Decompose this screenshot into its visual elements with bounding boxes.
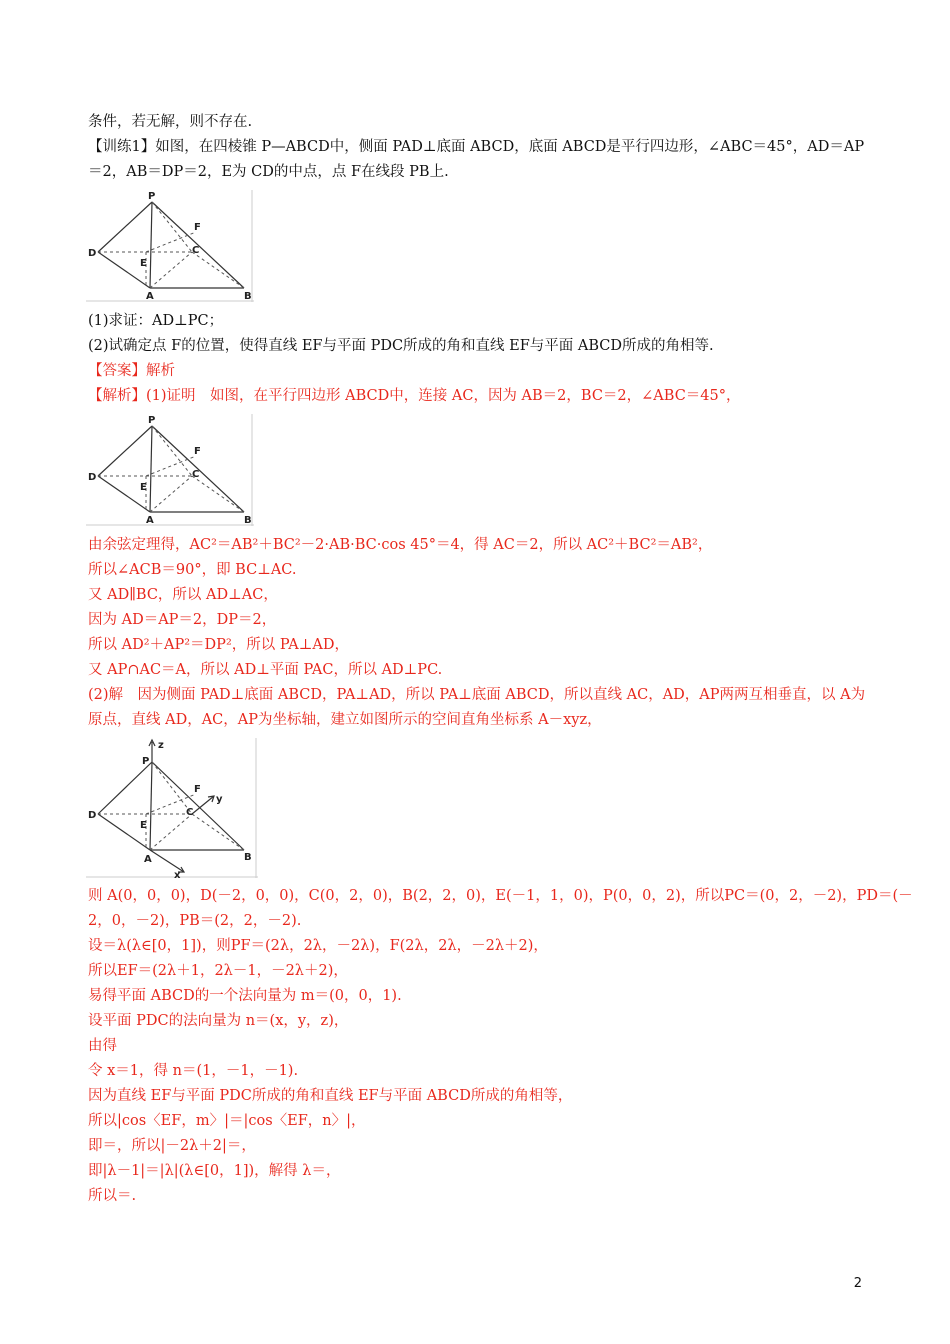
label-D: D: [88, 472, 97, 483]
answer-heading: 【答案】解析: [88, 363, 175, 379]
solution-line: 所以|cos〈EF，m〉|＝|cos〈EF，n〉|，: [88, 1113, 366, 1129]
solution-line: 则 A(0，0，0)，D(－2，0，0)，C(0，2，0)，B(2，2，0)，E(－1，1，0)，P(0，0，2)，所以PC＝(0，2，－2)，PD＝(－: [88, 888, 913, 904]
solution-line: 又 AD∥BC，所以 AD⊥AC，: [88, 587, 278, 603]
label-y: y: [216, 794, 223, 805]
label-E: E: [140, 482, 147, 493]
label-F: F: [194, 784, 201, 795]
solution-line: 原点，直线 AD，AC，AP为坐标轴，建立如图所示的空间直角坐标系 A－xyz，: [88, 712, 602, 728]
label-D: D: [88, 810, 97, 821]
label-x: x: [174, 870, 181, 878]
solution-line: 因为直线 EF与平面 PDC所成的角和直线 EF与平面 ABCD所成的角相等，: [88, 1088, 573, 1104]
solution-line: 易得平面 ABCD的一个法向量为 m＝(0，0，1).: [88, 988, 402, 1004]
solution-line: 又 AP∩AC＝A，所以 AD⊥平面 PAC，所以 AD⊥PC.: [88, 662, 443, 678]
label-P: P: [148, 415, 156, 426]
solution-line: 2，0，－2)，PB＝(2，2，－2).: [88, 913, 302, 929]
label-A: A: [144, 854, 152, 865]
problem-statement: 【训练1】如图，在四棱锥 P—ABCD中，侧面 PAD⊥底面 ABCD，底面 ABCD是平行四边形，∠ABC＝45°，AD＝AP: [88, 139, 865, 155]
solution-line: 因为 AD＝AP＝2，DP＝2，: [88, 612, 277, 628]
solution-line: 所以EF＝(2λ＋1，2λ－1，－2λ＋2)，: [88, 963, 348, 979]
label-E: E: [140, 820, 147, 831]
label-F: F: [194, 446, 201, 457]
pyramid-figure-1: [86, 190, 254, 302]
label-C: C: [192, 469, 200, 480]
solution-line: 即|λ－1|＝|λ|(λ∈[0，1])，解得 λ＝，: [88, 1163, 341, 1179]
solution-heading: 【解析】(1)证明 如图，在平行四边形 ABCD中，连接 AC，因为 AB＝2，BC＝2，∠ABC＝45°，: [88, 388, 741, 404]
label-B: B: [244, 852, 252, 863]
problem-statement-cont: ＝2，AB＝DP＝2，E为 CD的中点，点 F在线段 PB上.: [88, 164, 449, 180]
question-1: (1)求证：AD⊥PC；: [88, 313, 224, 329]
solution-line: 由余弦定理得，AC²＝AB²＋BC²－2·AB·BC·cos 45°＝4，得 AC＝2，所以 AC²＋BC²＝AB²，: [88, 537, 713, 553]
label-C: C: [192, 245, 200, 256]
label-E: E: [140, 258, 147, 269]
solution-line: 设平面 PDC的法向量为 n＝(x，y，z)，: [88, 1013, 349, 1029]
text-line: 条件，若无解，则不存在.: [88, 114, 253, 130]
label-P: P: [142, 756, 150, 767]
label-A: A: [146, 291, 154, 302]
label-P: P: [148, 191, 156, 202]
label-A: A: [146, 515, 154, 526]
label-F: F: [194, 222, 201, 233]
label-B: B: [244, 515, 252, 526]
solution-line: 所以 AD²＋AP²＝DP²，所以 PA⊥AD，: [88, 637, 349, 653]
solution-line: 所以∠ACB＝90°，即 BC⊥AC.: [88, 562, 297, 578]
solution-line: 设＝λ(λ∈[0，1])，则PF＝(2λ，2λ，－2λ)，F(2λ，2λ，－2λ＋2)，: [88, 938, 548, 954]
page-number: 2: [853, 1276, 862, 1291]
pyramid-figure-2: [86, 414, 254, 526]
pyramid-coordinate-figure: [86, 738, 258, 878]
question-2: (2)试确定点 F的位置，使得直线 EF与平面 PDC所成的角和直线 EF与平面 ABCD所成的角相等.: [88, 338, 714, 354]
solution-line: (2)解 因为侧面 PAD⊥底面 ABCD，PA⊥AD，所以 PA⊥底面 ABCD，所以直线 AC，AD，AP两两互相垂直，以 A为: [88, 687, 866, 703]
solution-line: 所以＝.: [88, 1188, 137, 1204]
solution-line: 即＝，所以|－2λ＋2|＝，: [88, 1138, 256, 1154]
label-D: D: [88, 248, 97, 259]
solution-line: 由得: [88, 1038, 117, 1054]
solution-line: 令 x＝1，得 n＝(1，－1，－1).: [88, 1063, 299, 1079]
label-z: z: [158, 740, 164, 751]
label-B: B: [244, 291, 252, 302]
label-C: C: [186, 807, 194, 818]
